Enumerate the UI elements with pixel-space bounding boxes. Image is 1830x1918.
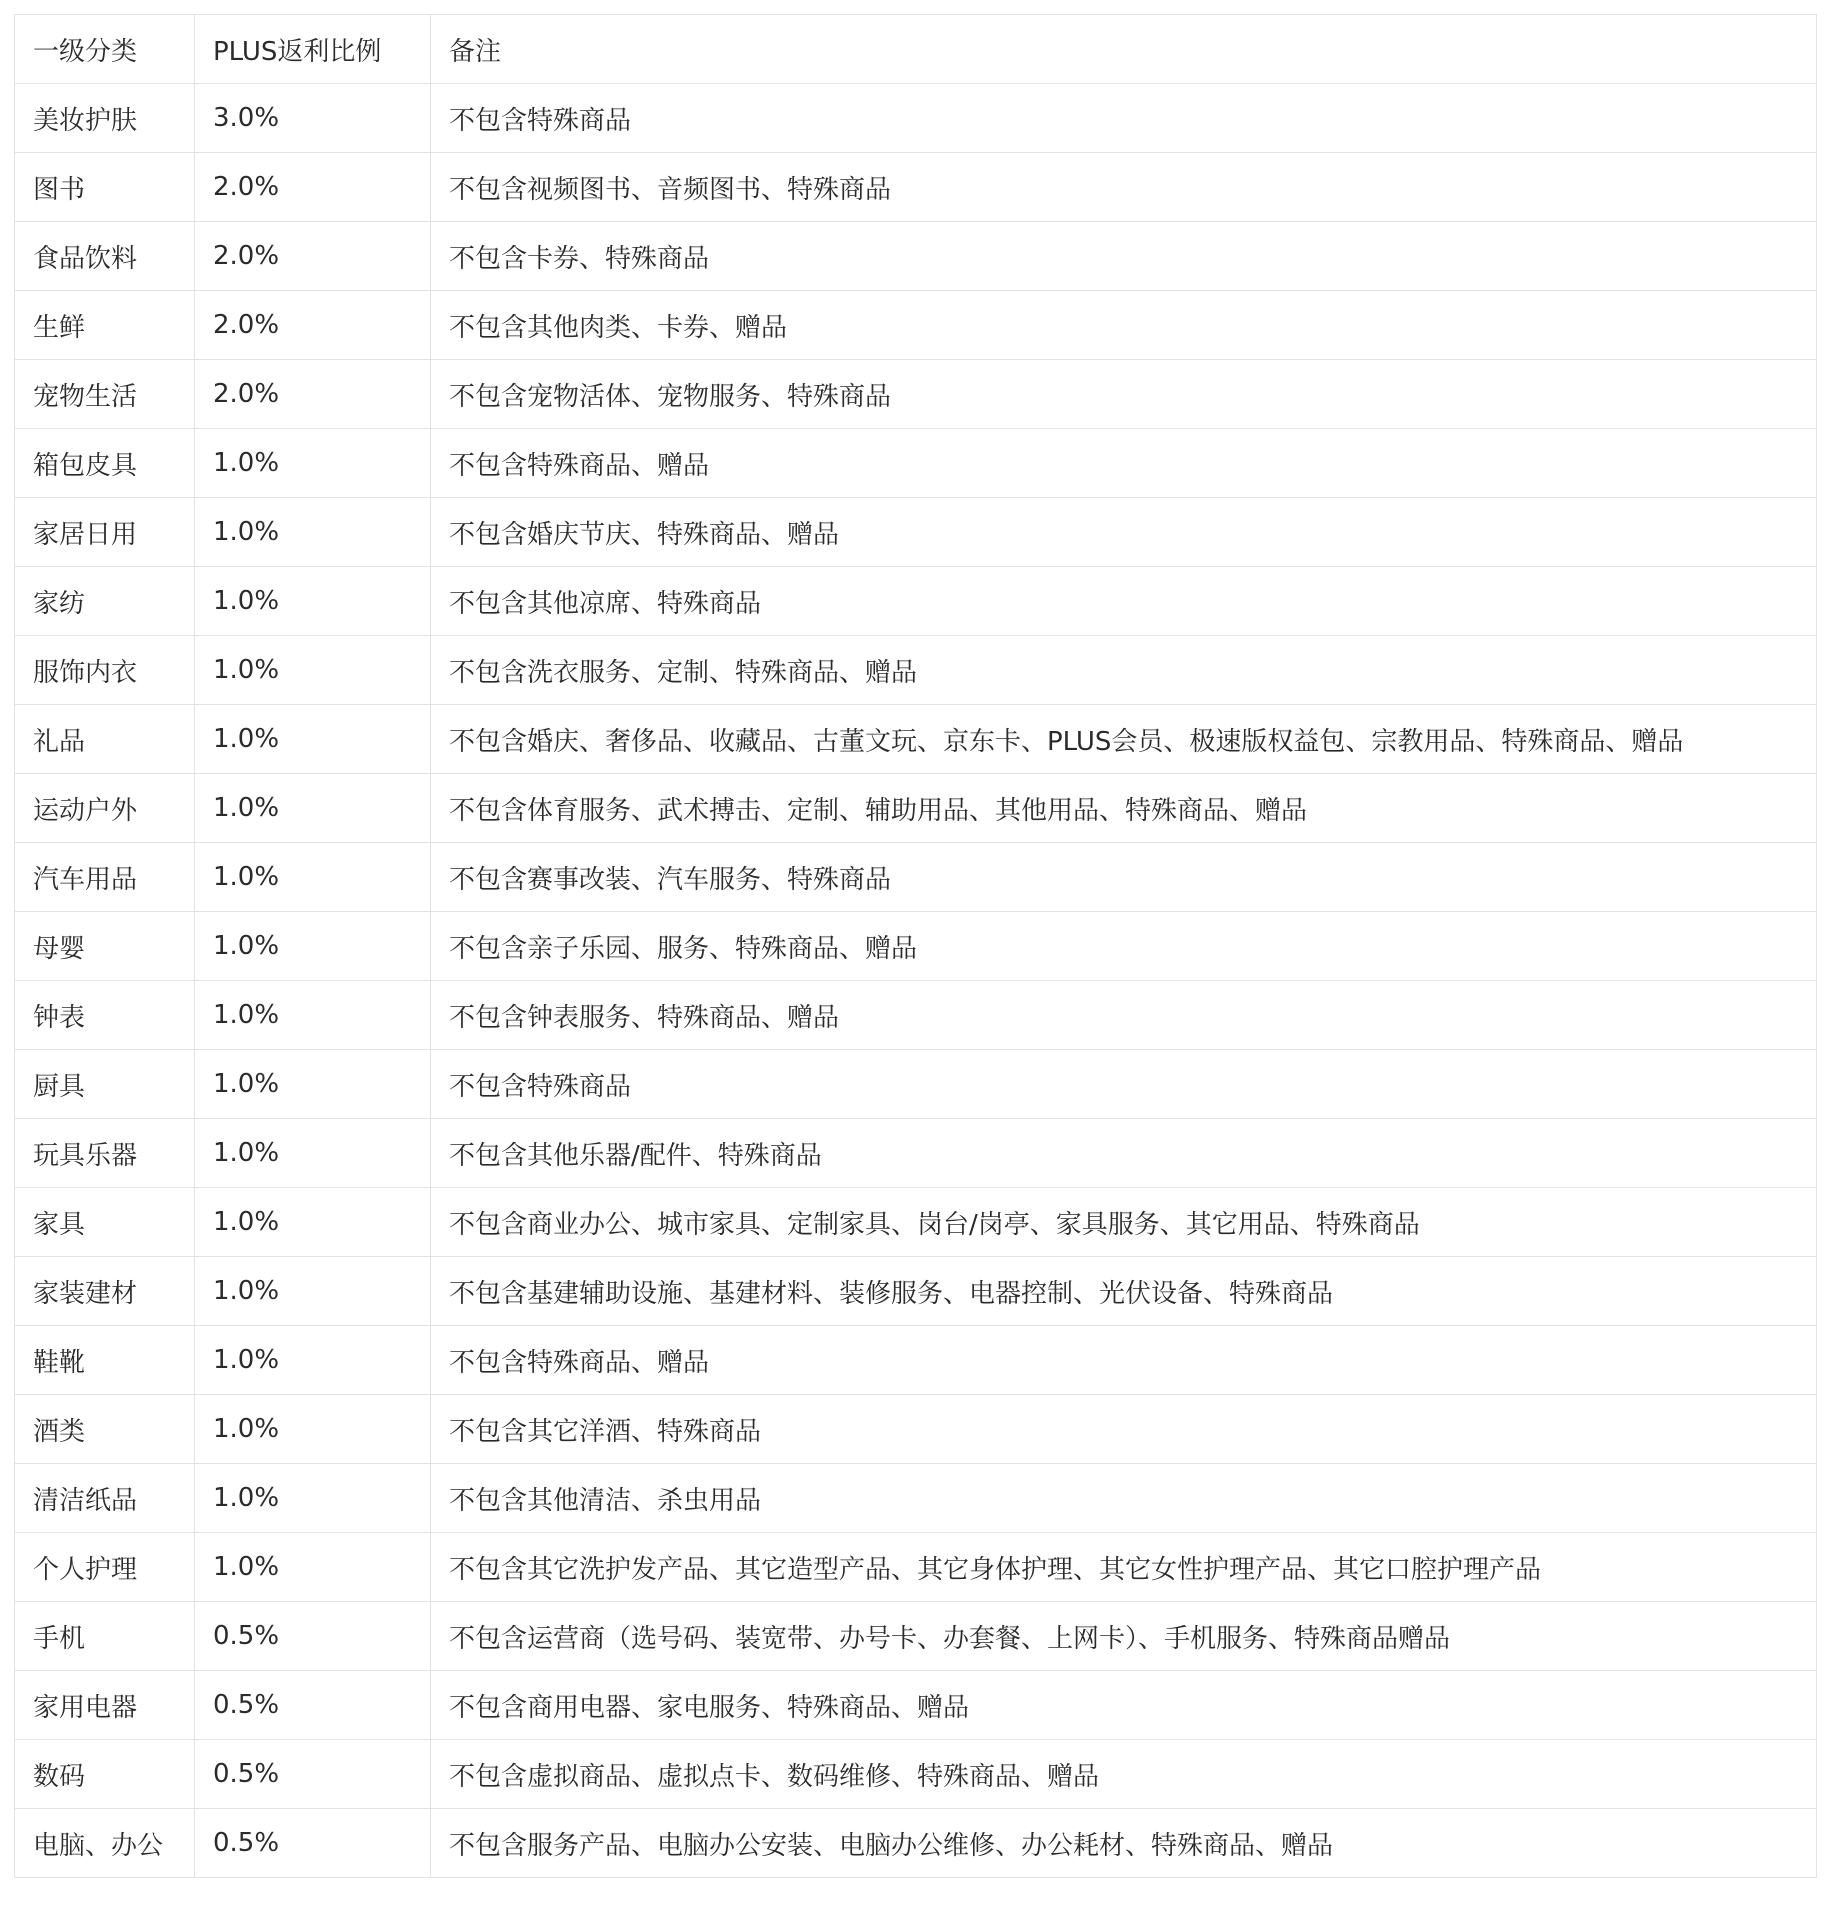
cell-note: 不包含钟表服务、特殊商品、赠品 xyxy=(431,981,1817,1050)
cell-rate: 2.0% xyxy=(195,222,431,291)
cell-note: 不包含特殊商品、赠品 xyxy=(431,429,1817,498)
cell-rate: 1.0% xyxy=(195,1395,431,1464)
cell-category: 家装建材 xyxy=(15,1257,195,1326)
cell-rate: 1.0% xyxy=(195,1464,431,1533)
table-row xyxy=(15,498,1817,567)
cell-category: 数码 xyxy=(15,1740,195,1809)
table-row xyxy=(15,84,1817,153)
table-row xyxy=(15,843,1817,912)
table-row xyxy=(15,222,1817,291)
table-row xyxy=(15,1257,1817,1326)
cell-category: 玩具乐器 xyxy=(15,1119,195,1188)
cell-note: 不包含其它洗护发产品、其它造型产品、其它身体护理、其它女性护理产品、其它口腔护理产品 xyxy=(431,1533,1817,1602)
rebate-table-container xyxy=(14,14,1816,1878)
cell-rate: 1.0% xyxy=(195,912,431,981)
table-row xyxy=(15,360,1817,429)
cell-note: 不包含运营商（选号码、装宽带、办号卡、办套餐、上网卡）、手机服务、特殊商品赠品 xyxy=(431,1602,1817,1671)
cell-note: 不包含亲子乐园、服务、特殊商品、赠品 xyxy=(431,912,1817,981)
cell-note: 不包含商用电器、家电服务、特殊商品、赠品 xyxy=(431,1671,1817,1740)
cell-category: 食品饮料 xyxy=(15,222,195,291)
cell-rate: 2.0% xyxy=(195,153,431,222)
cell-note: 不包含视频图书、音频图书、特殊商品 xyxy=(431,153,1817,222)
table-row xyxy=(15,705,1817,774)
cell-note: 不包含其他清洁、杀虫用品 xyxy=(431,1464,1817,1533)
table-row xyxy=(15,567,1817,636)
header-category: 一级分类 xyxy=(15,15,195,84)
table-row xyxy=(15,1326,1817,1395)
cell-category: 生鲜 xyxy=(15,291,195,360)
table-row xyxy=(15,774,1817,843)
table-header-row xyxy=(15,15,1817,84)
cell-note: 不包含宠物活体、宠物服务、特殊商品 xyxy=(431,360,1817,429)
cell-note: 不包含商业办公、城市家具、定制家具、岗台/岗亭、家具服务、其它用品、特殊商品 xyxy=(431,1188,1817,1257)
cell-rate: 1.0% xyxy=(195,636,431,705)
header-rate: PLUS返利比例 xyxy=(195,15,431,84)
cell-rate: 1.0% xyxy=(195,498,431,567)
table-row xyxy=(15,153,1817,222)
cell-note: 不包含婚庆、奢侈品、收藏品、古董文玩、京东卡、PLUS会员、极速版权益包、宗教用品、特殊商品、赠品 xyxy=(431,705,1817,774)
table-row xyxy=(15,1119,1817,1188)
cell-rate: 1.0% xyxy=(195,843,431,912)
cell-category: 鞋靴 xyxy=(15,1326,195,1395)
cell-rate: 3.0% xyxy=(195,84,431,153)
cell-note: 不包含洗衣服务、定制、特殊商品、赠品 xyxy=(431,636,1817,705)
table-row xyxy=(15,1395,1817,1464)
table-row xyxy=(15,912,1817,981)
cell-category: 家纺 xyxy=(15,567,195,636)
cell-note: 不包含其他凉席、特殊商品 xyxy=(431,567,1817,636)
cell-rate: 0.5% xyxy=(195,1602,431,1671)
cell-category: 手机 xyxy=(15,1602,195,1671)
cell-note: 不包含卡券、特殊商品 xyxy=(431,222,1817,291)
table-row xyxy=(15,981,1817,1050)
table-row xyxy=(15,1809,1817,1878)
cell-note: 不包含特殊商品 xyxy=(431,84,1817,153)
cell-note: 不包含赛事改装、汽车服务、特殊商品 xyxy=(431,843,1817,912)
cell-category: 家具 xyxy=(15,1188,195,1257)
cell-rate: 2.0% xyxy=(195,360,431,429)
table-row xyxy=(15,1602,1817,1671)
cell-category: 图书 xyxy=(15,153,195,222)
cell-category: 钟表 xyxy=(15,981,195,1050)
table-row xyxy=(15,636,1817,705)
table-row xyxy=(15,1740,1817,1809)
cell-category: 运动户外 xyxy=(15,774,195,843)
cell-note: 不包含特殊商品、赠品 xyxy=(431,1326,1817,1395)
cell-note: 不包含其他肉类、卡券、赠品 xyxy=(431,291,1817,360)
cell-category: 服饰内衣 xyxy=(15,636,195,705)
cell-category: 个人护理 xyxy=(15,1533,195,1602)
cell-rate: 1.0% xyxy=(195,774,431,843)
cell-category: 清洁纸品 xyxy=(15,1464,195,1533)
cell-category: 箱包皮具 xyxy=(15,429,195,498)
cell-category: 母婴 xyxy=(15,912,195,981)
table-row xyxy=(15,1464,1817,1533)
cell-rate: 1.0% xyxy=(195,981,431,1050)
cell-rate: 0.5% xyxy=(195,1671,431,1740)
cell-category: 电脑、办公 xyxy=(15,1809,195,1878)
table-row xyxy=(15,1533,1817,1602)
cell-note: 不包含体育服务、武术搏击、定制、辅助用品、其他用品、特殊商品、赠品 xyxy=(431,774,1817,843)
table-row xyxy=(15,291,1817,360)
cell-note: 不包含婚庆节庆、特殊商品、赠品 xyxy=(431,498,1817,567)
cell-rate: 1.0% xyxy=(195,1257,431,1326)
cell-rate: 1.0% xyxy=(195,429,431,498)
cell-note: 不包含虚拟商品、虚拟点卡、数码维修、特殊商品、赠品 xyxy=(431,1740,1817,1809)
cell-rate: 1.0% xyxy=(195,1050,431,1119)
cell-note: 不包含其它洋酒、特殊商品 xyxy=(431,1395,1817,1464)
cell-rate: 1.0% xyxy=(195,1533,431,1602)
cell-category: 家居日用 xyxy=(15,498,195,567)
table-row xyxy=(15,1188,1817,1257)
cell-rate: 1.0% xyxy=(195,1326,431,1395)
cell-rate: 1.0% xyxy=(195,1119,431,1188)
cell-note: 不包含其他乐器/配件、特殊商品 xyxy=(431,1119,1817,1188)
cell-category: 宠物生活 xyxy=(15,360,195,429)
cell-rate: 1.0% xyxy=(195,705,431,774)
plus-rebate-table xyxy=(14,14,1817,1878)
cell-rate: 0.5% xyxy=(195,1809,431,1878)
header-note: 备注 xyxy=(431,15,1817,84)
cell-category: 家用电器 xyxy=(15,1671,195,1740)
cell-category: 汽车用品 xyxy=(15,843,195,912)
cell-rate: 1.0% xyxy=(195,567,431,636)
cell-category: 礼品 xyxy=(15,705,195,774)
table-row xyxy=(15,429,1817,498)
cell-rate: 1.0% xyxy=(195,1188,431,1257)
cell-rate: 0.5% xyxy=(195,1740,431,1809)
table-row xyxy=(15,1050,1817,1119)
table-row xyxy=(15,1671,1817,1740)
cell-category: 美妆护肤 xyxy=(15,84,195,153)
cell-category: 厨具 xyxy=(15,1050,195,1119)
cell-rate: 2.0% xyxy=(195,291,431,360)
cell-category: 酒类 xyxy=(15,1395,195,1464)
table-body xyxy=(15,84,1817,1878)
cell-note: 不包含服务产品、电脑办公安装、电脑办公维修、办公耗材、特殊商品、赠品 xyxy=(431,1809,1817,1878)
cell-note: 不包含基建辅助设施、基建材料、装修服务、电器控制、光伏设备、特殊商品 xyxy=(431,1257,1817,1326)
cell-note: 不包含特殊商品 xyxy=(431,1050,1817,1119)
